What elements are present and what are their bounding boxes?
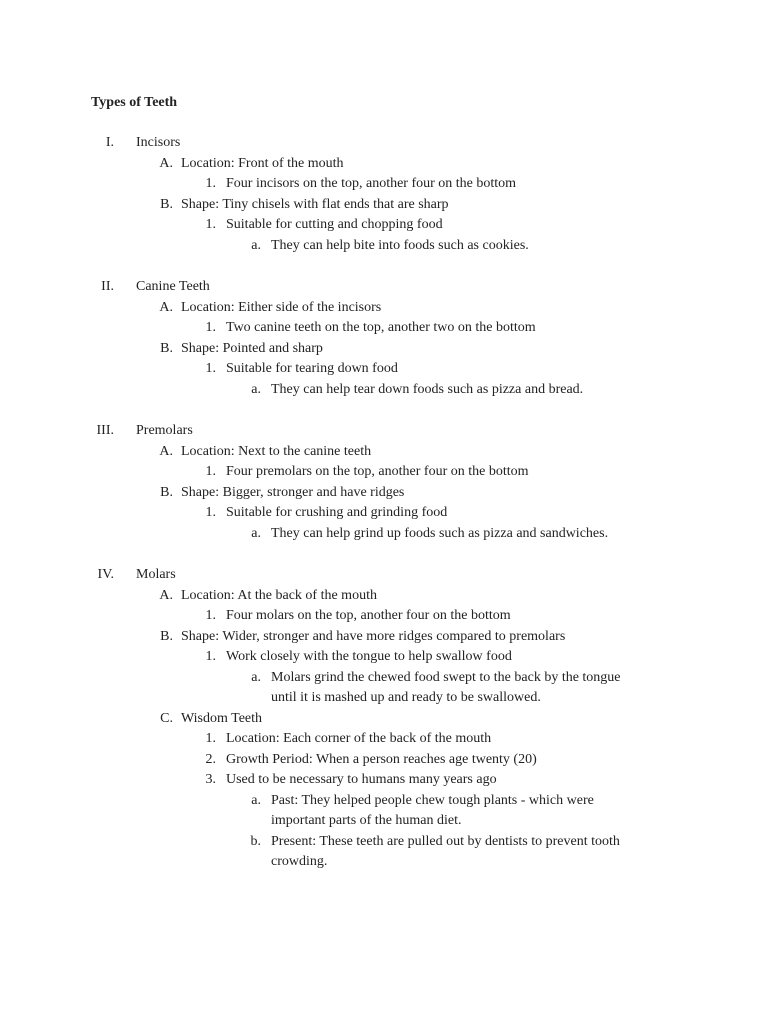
list-marker: IV. [97, 567, 114, 582]
list-marker: 1. [205, 176, 216, 191]
list-marker: 1. [205, 217, 216, 232]
list-item-text: Four incisors on the top, another four on the bottom [226, 176, 517, 191]
list-item-text: Shape: Bigger, stronger and have ridges [181, 484, 405, 500]
list-item-text: Location: Each corner of the back of the mouth [226, 731, 492, 746]
list-marker: A. [159, 587, 173, 603]
list-item-text: They can help bite into foods such as cookies. [271, 237, 529, 253]
list-item-text: Premolars [136, 423, 193, 438]
list-item-text: Canine Teeth [136, 279, 210, 294]
list-item-text: Shape: Wider, stronger and have more ridges compared to premolars [181, 628, 566, 644]
list-marker: 1. [205, 361, 216, 376]
list-marker: 1. [205, 505, 216, 520]
list-item-text: Shape: Pointed and sharp [181, 340, 323, 356]
list-marker: III. [96, 423, 114, 438]
list-item-text: Location: Either side of the incisors [181, 299, 382, 315]
list-marker: I. [105, 135, 114, 150]
list-marker: 1. [205, 464, 216, 479]
list-marker: b. [250, 833, 261, 849]
list-marker: a. [251, 525, 261, 541]
list-marker: B. [160, 484, 173, 500]
list-item-text: Suitable for crushing and grinding food [226, 505, 448, 520]
list-item-text: They can help grind up foods such as pizza and sandwiches. [271, 525, 609, 541]
list-marker: II. [101, 279, 114, 294]
list-item-text: Molars [136, 567, 176, 582]
list-marker: 1. [205, 608, 216, 623]
list-item-text: Wisdom Teeth [181, 710, 263, 726]
list-marker: A. [159, 155, 173, 171]
list-marker: A. [159, 443, 173, 459]
list-item-text: Present: These teeth are pulled out by dentists to prevent tooth [271, 833, 620, 849]
document-title: Types of Teeth [91, 95, 178, 110]
list-marker: a. [251, 237, 261, 253]
list-marker: a. [251, 792, 261, 808]
list-item-text: Used to be necessary to humans many years ago [226, 772, 497, 787]
list-item-text: They can help tear down foods such as pizza and bread. [271, 381, 584, 397]
list-marker: C. [160, 710, 173, 726]
list-item-text: Incisors [136, 135, 181, 150]
list-marker: a. [251, 669, 261, 685]
list-item-text: Four premolars on the top, another four on the bottom [226, 464, 529, 479]
list-item-text: Past: They helped people chew tough plants - which were [271, 792, 594, 808]
list-item-text: Location: Next to the canine teeth [181, 443, 372, 459]
list-marker: 1. [205, 649, 216, 664]
list-marker: 2. [205, 751, 216, 767]
list-item-text: Suitable for cutting and chopping food [226, 217, 443, 232]
list-marker: 1. [205, 731, 216, 746]
list-marker: A. [159, 299, 173, 315]
list-item-text: Work closely with the tongue to help swallow food [226, 649, 512, 664]
list-item-text: Location: At the back of the mouth [181, 587, 377, 603]
list-item-text: Location: Front of the mouth [181, 155, 344, 171]
list-item-text: Growth Period: When a person reaches age twenty (20) [226, 751, 537, 767]
list-item-text: Molars grind the chewed food swept to the back by the tongue [271, 669, 621, 685]
list-item-text: Two canine teeth on the top, another two on the bottom [226, 320, 536, 335]
list-marker: a. [251, 381, 261, 397]
list-item-text: Four molars on the top, another four on the bottom [226, 608, 511, 623]
list-item-text: Shape: Tiny chisels with flat ends that are sharp [181, 196, 449, 212]
list-marker: 1. [205, 320, 216, 335]
list-item-text: important parts of the human diet. [271, 813, 462, 828]
list-item-text: until it is mashed up and ready to be swallowed. [271, 690, 541, 705]
list-marker: B. [160, 340, 173, 356]
list-marker: 3. [205, 772, 216, 787]
list-item-text: Suitable for tearing down food [226, 361, 398, 376]
list-marker: B. [160, 196, 173, 212]
list-marker: B. [160, 628, 173, 644]
list-item-text: crowding. [271, 854, 328, 869]
